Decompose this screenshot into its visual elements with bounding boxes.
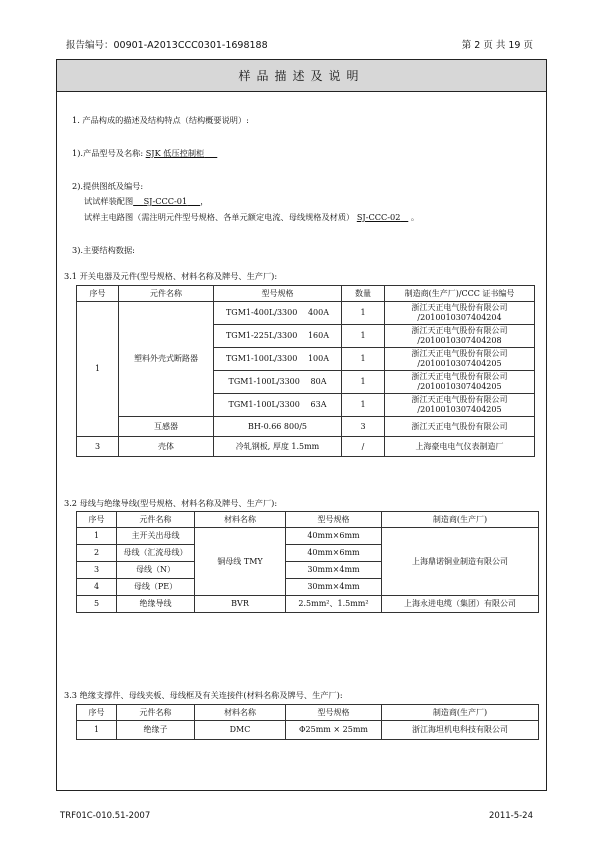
table-row bbox=[77, 417, 535, 437]
qty-cell: 1 bbox=[342, 325, 385, 348]
maker-cell: 上海鼎诺铜业制造有限公司 bbox=[382, 528, 539, 596]
col-header: 型号规格 bbox=[214, 286, 342, 302]
footer-date: 2011-5-24 bbox=[489, 811, 533, 821]
spec-cell: 30mm×4mm bbox=[286, 579, 382, 596]
no-cell: 1 bbox=[77, 528, 117, 545]
col-header: 序号 bbox=[77, 512, 117, 528]
maker-cell: 浙江天正电气股份有限公司 /2010010307404205 bbox=[385, 371, 535, 394]
maker-cell: 浙江海坦机电科技有限公司 bbox=[382, 721, 539, 740]
qty-cell: 1 bbox=[342, 348, 385, 371]
maker-cell: 浙江天正电气股份有限公司 /2010010307404205 bbox=[385, 348, 535, 371]
spec-cell: 40mm×6mm bbox=[286, 545, 382, 562]
qty-cell: 1 bbox=[342, 371, 385, 394]
table-row bbox=[77, 596, 539, 613]
drawings-heading: 2).提供图纸及编号: bbox=[72, 181, 144, 191]
maker-cell: 浙江天正电气股份有限公司 /2010010307404208 bbox=[385, 325, 535, 348]
s32-heading: 3.2 母线与绝缘导线(型号规格、材料名称及牌号、生产厂): bbox=[64, 498, 278, 508]
qty-cell: 3 bbox=[342, 417, 385, 437]
s31-table bbox=[76, 285, 535, 457]
qty-cell: / bbox=[342, 437, 385, 457]
table-header-row bbox=[77, 705, 539, 721]
no-cell: 4 bbox=[77, 579, 117, 596]
model-cell: TGM1-225L/3300 160A bbox=[214, 325, 342, 348]
maker-cell: 上海永进电缆（集团）有限公司 bbox=[382, 596, 539, 613]
page-info: 第 2 页 共 19 页 bbox=[461, 40, 533, 51]
model-cell: TGM1-100L/3300 63A bbox=[214, 394, 342, 417]
col-header: 元件名称 bbox=[117, 705, 195, 721]
no-cell: 1 bbox=[77, 721, 117, 740]
name-cell: 母线（N） bbox=[117, 562, 195, 579]
s31-heading: 3.1 开关电器及元件(型号规格、材料名称及牌号、生产厂): bbox=[64, 271, 278, 281]
material-cell: DMC bbox=[195, 721, 286, 740]
qty-cell: 1 bbox=[342, 394, 385, 417]
name-cell: 主开关出母线 bbox=[117, 528, 195, 545]
qty-cell: 1 bbox=[342, 302, 385, 325]
model-cell: 冷轧钢板, 厚度 1.5mm bbox=[214, 437, 342, 457]
col-header: 元件名称 bbox=[117, 512, 195, 528]
maker-cell: 浙江天正电气股份有限公司 /2010010307404205 bbox=[385, 394, 535, 417]
col-header: 序号 bbox=[77, 705, 117, 721]
assembly-value: SJ-CCC-01 bbox=[143, 196, 188, 206]
table-row bbox=[77, 302, 535, 325]
struct-heading: 3).主要结构数据: bbox=[72, 245, 135, 255]
name-cell: 互感器 bbox=[119, 417, 214, 437]
model-prefix: 1).产品型号及名称: bbox=[72, 148, 144, 158]
model-value: SJK 低压控制柜 bbox=[145, 148, 205, 158]
assembly-prefix: 试试样装配图 bbox=[84, 196, 134, 206]
spec-cell: Φ25mm × 25mm bbox=[286, 721, 382, 740]
name-cell: 绝缘子 bbox=[117, 721, 195, 740]
assembly-suffix: ， bbox=[200, 196, 209, 206]
circuit-line bbox=[84, 212, 419, 223]
table-header-row bbox=[77, 512, 539, 528]
no-cell: 3 bbox=[77, 437, 119, 457]
table-row bbox=[77, 721, 539, 740]
circuit-prefix: 试样主电路图（需注明元件型号规格、各单元额定电流、母线规格及材质） bbox=[84, 212, 355, 222]
spec-cell: 30mm×4mm bbox=[286, 562, 382, 579]
col-header: 制造商(生产厂)/CCC 证书编号 bbox=[385, 286, 535, 302]
col-header: 型号规格 bbox=[286, 705, 382, 721]
no-cell: 2 bbox=[77, 545, 117, 562]
spec-cell: 2.5mm²、1.5mm² bbox=[286, 596, 382, 613]
model-cell: BH-0.66 800/5 bbox=[214, 417, 342, 437]
s33-heading: 3.3 绝缘支撑件、母线夹板、母线框及有关连接件(材料名称及牌号、生产厂): bbox=[64, 690, 343, 700]
col-header: 元件名称 bbox=[119, 286, 214, 302]
s32-table bbox=[76, 511, 539, 613]
maker-cell: 上海豪电电气仪表制造厂 bbox=[385, 437, 535, 457]
spec-cell: 40mm×6mm bbox=[286, 528, 382, 545]
no-cell: 3 bbox=[77, 562, 117, 579]
col-header: 序号 bbox=[77, 286, 119, 302]
model-cell: TGM1-400L/3300 400A bbox=[214, 302, 342, 325]
section1-heading: 1. 产品构成的描述及结构特点（结构概要说明）: bbox=[72, 115, 249, 125]
no-cell: 5 bbox=[77, 596, 117, 613]
group-no: 1 bbox=[77, 302, 119, 437]
name-cell: 母线（汇流母线） bbox=[117, 545, 195, 562]
material-cell: 铜母线 TMY bbox=[195, 528, 286, 596]
footer-form-code: TRF01C-010.51-2007 bbox=[60, 811, 151, 821]
circuit-suffix: 。 bbox=[410, 212, 420, 222]
report-number: 报告编号：00901-A2013CCC0301-1698188 bbox=[66, 40, 268, 51]
col-header: 制造商(生产厂) bbox=[382, 705, 539, 721]
table-header-row bbox=[77, 286, 535, 302]
group-name: 塑料外壳式断路器 bbox=[119, 302, 214, 417]
model-cell: TGM1-100L/3300 100A bbox=[214, 348, 342, 371]
name-cell: 绝缘导线 bbox=[117, 596, 195, 613]
title-bar bbox=[57, 60, 546, 92]
maker-cell: 浙江天正电气股份有限公司 bbox=[385, 417, 535, 437]
col-header: 制造商(生产厂) bbox=[382, 512, 539, 528]
page-title: 样品描述及说明 bbox=[238, 69, 365, 83]
col-header: 数量 bbox=[342, 286, 385, 302]
name-cell: 母线（PE） bbox=[117, 579, 195, 596]
material-cell: BVR bbox=[195, 596, 286, 613]
col-header: 型号规格 bbox=[286, 512, 382, 528]
col-header: 材料名称 bbox=[195, 512, 286, 528]
maker-cell: 浙江天正电气股份有限公司 /2010010307404204 bbox=[385, 302, 535, 325]
col-header: 材料名称 bbox=[195, 705, 286, 721]
name-cell: 壳体 bbox=[119, 437, 214, 457]
circuit-value: SJ-CCC-02 bbox=[356, 212, 401, 222]
s33-table bbox=[76, 704, 539, 740]
table-row bbox=[77, 528, 539, 545]
assembly-line bbox=[84, 196, 208, 207]
table-row bbox=[77, 437, 535, 457]
model-cell: TGM1-100L/3300 80A bbox=[214, 371, 342, 394]
model-line bbox=[72, 148, 217, 159]
